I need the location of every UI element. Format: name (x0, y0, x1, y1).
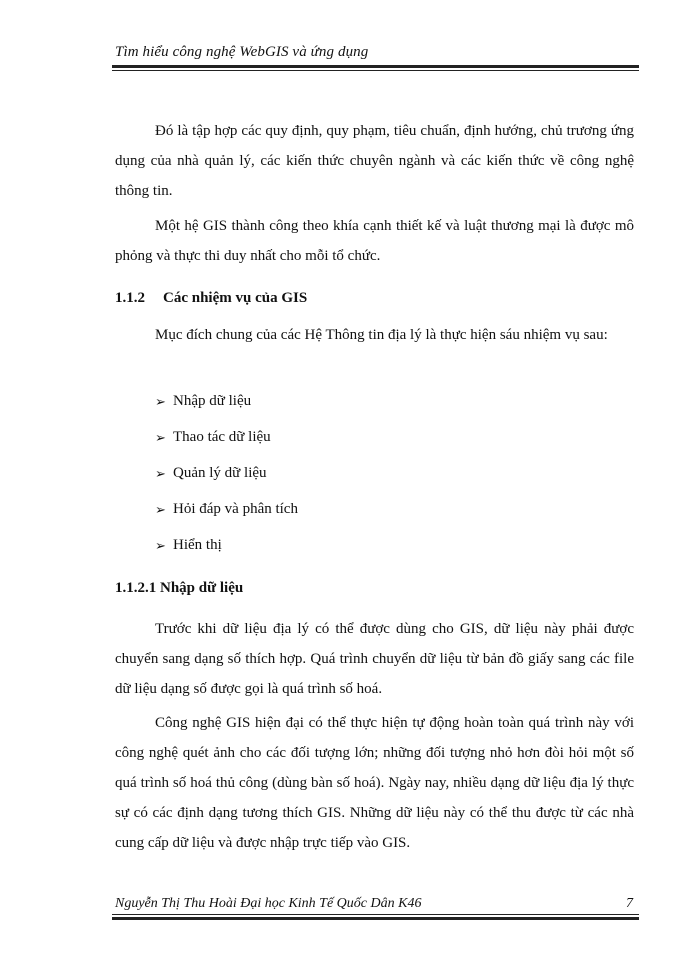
list-item (155, 429, 271, 446)
section-title: Các nhiệm vụ của GIS (163, 290, 308, 306)
paragraph-1-block (115, 116, 634, 206)
paragraph-5: Công nghệ GIS hiện đại có thể thực hiện tự động hoàn toàn quá trình này với công nghệ quét ảnh cho các đối tượng lớn; những đối tượng nhỏ hơn đòi hỏi một số quá trình số hoá thủ công (dùng bàn số hoá). Ngày nay, nhiều dạng dữ liệu địa lý thực sự có các định dạng tương thích GIS. Những dữ liệu này có thể thu được từ các nhà cung cấp dữ liệu và được nhập trực tiếp vào GIS. (115, 715, 634, 851)
footer-rule (112, 917, 639, 920)
list-item (155, 465, 267, 482)
header-rule-thin (112, 70, 639, 71)
list-item-label: Quản lý dữ liệu (173, 465, 267, 481)
paragraph-2-block (115, 211, 634, 271)
paragraph-5-block (115, 708, 634, 858)
header-rule (112, 65, 639, 68)
paragraph-3: Mục đích chung của các Hệ Thông tin địa lý là thực hiện sáu nhiệm vụ sau: (155, 327, 608, 343)
section-heading (115, 290, 307, 307)
footer-author: Nguyễn Thị Thu Hoài Đại học Kinh Tế Quốc Dân K46 (115, 896, 422, 911)
arrow-bullet-icon: ➢ (155, 393, 166, 409)
paragraph-1: Đó là tập hợp các quy định, quy phạm, tiêu chuẩn, định hướng, chủ trương ứng dụng của nhà quản lý, các kiến thức chuyên ngành và các kiến thức về công nghệ thông tin. (115, 123, 634, 199)
subsection-heading: 1.1.2.1 Nhập dữ liệu (115, 580, 244, 596)
list-item-label: Nhập dữ liệu (173, 393, 252, 409)
paragraph-2: Một hệ GIS thành công theo khía cạnh thiết kế và luật thương mại là được mô phỏng và thực thi duy nhất cho mỗi tổ chức. (115, 218, 634, 264)
arrow-bullet-icon: ➢ (155, 429, 166, 445)
header-title: Tìm hiểu công nghệ WebGIS và ứng dụng (115, 44, 369, 60)
list-item-label: Hiển thị (173, 537, 222, 553)
list-item (155, 537, 222, 554)
list-item (155, 393, 251, 410)
list-item (155, 501, 298, 518)
footer-rule-thin (112, 914, 639, 915)
list-item-label: Hỏi đáp và phân tích (173, 501, 298, 517)
paragraph-3-block (115, 320, 634, 350)
arrow-bullet-icon: ➢ (155, 465, 166, 481)
page-number: 7 (626, 896, 633, 911)
list-item-label: Thao tác dữ liệu (173, 429, 271, 445)
arrow-bullet-icon: ➢ (155, 501, 166, 517)
paragraph-4: Trước khi dữ liệu địa lý có thể được dùng cho GIS, dữ liệu này phải được chuyển sang dạng số thích hợp. Quá trình chuyển dữ liệu từ bản đồ giấy sang các file dữ liệu dạng số được gọi là quá trình số hoá. (115, 621, 634, 697)
section-number: 1.1.2 (115, 290, 145, 306)
arrow-bullet-icon: ➢ (155, 537, 166, 553)
paragraph-4-block (115, 614, 634, 704)
